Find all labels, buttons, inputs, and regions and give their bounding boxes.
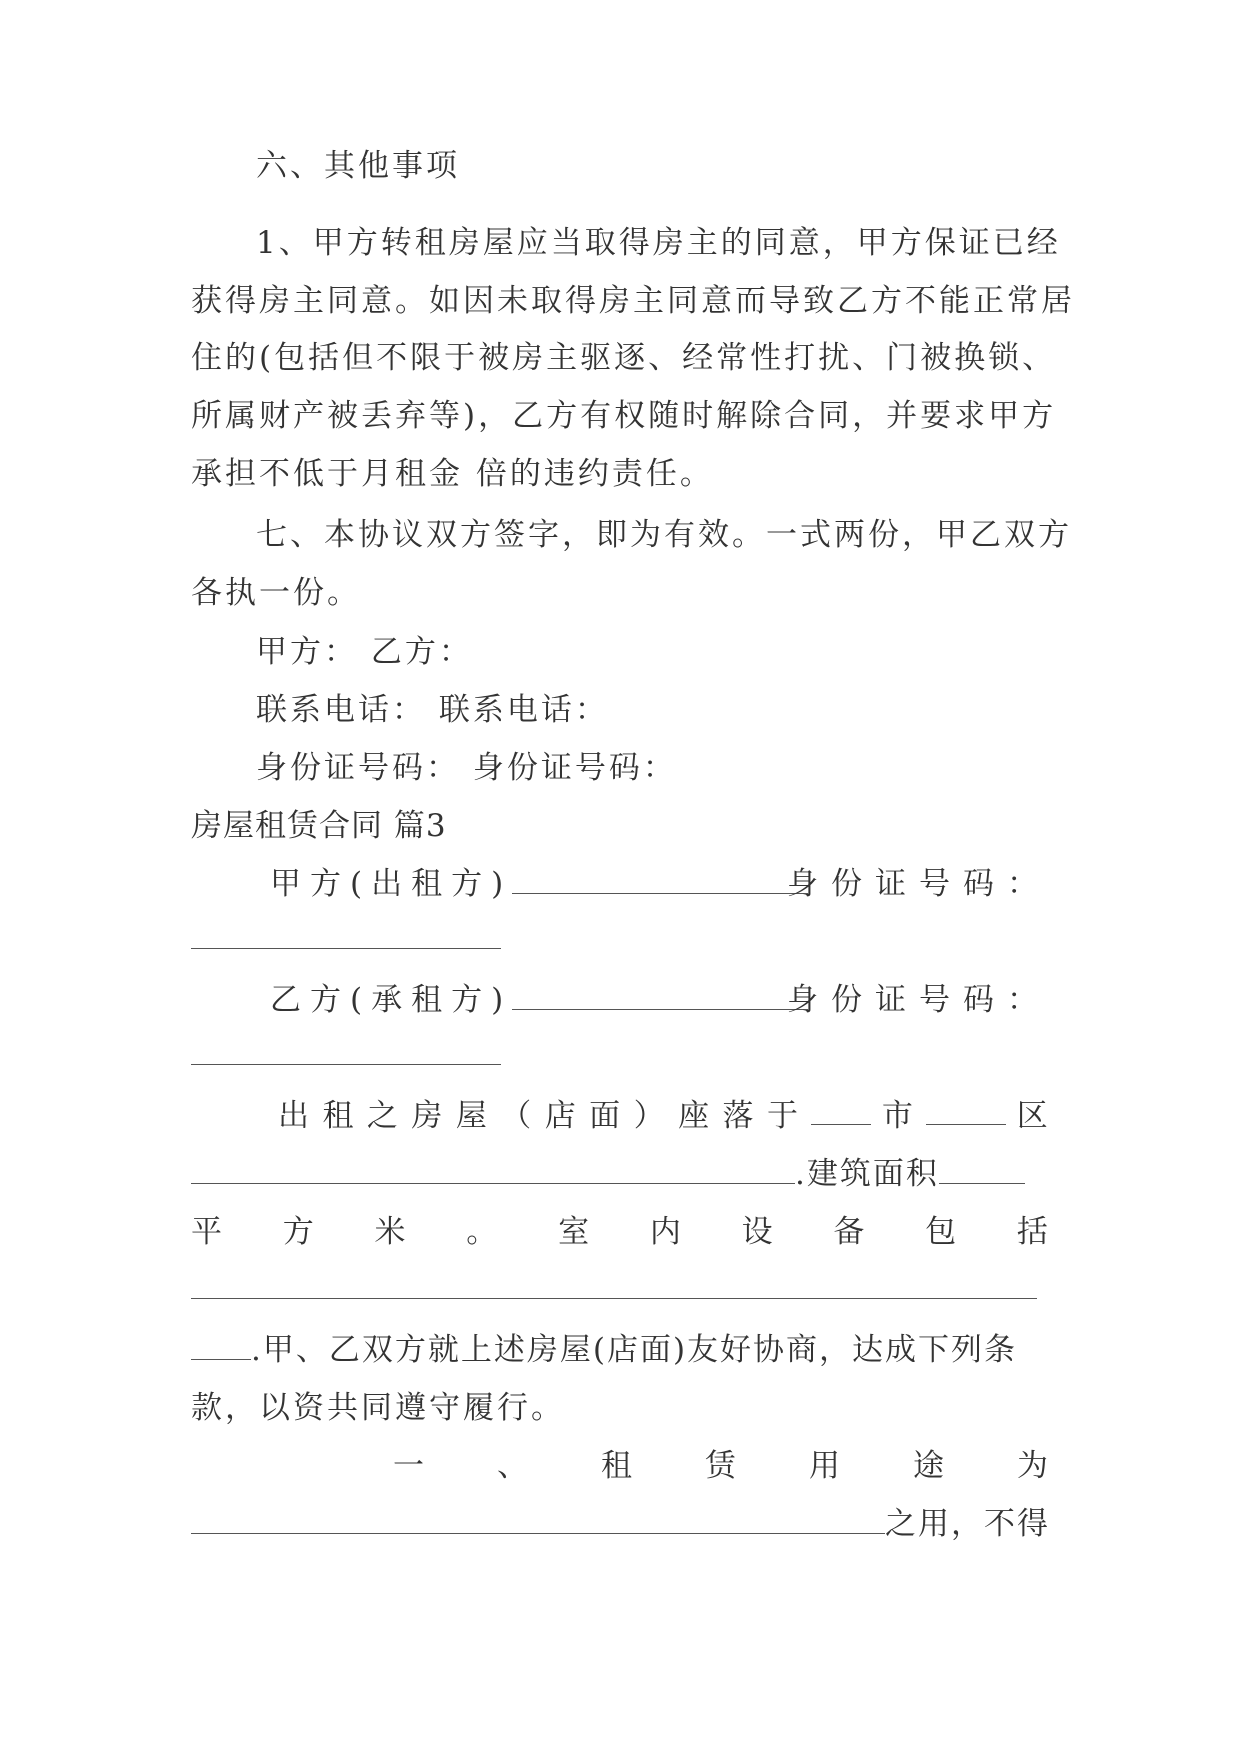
equipment-row — [191, 1212, 1051, 1252]
paragraph-line: 1、甲方转租房屋应当取得房主的同意，甲方保证已经 — [256, 225, 1061, 261]
text-char: 之 — [366, 1098, 401, 1134]
party-b-label: 乙方(承租方) — [270, 982, 513, 1018]
party-a-label: 甲方(出租方) — [270, 866, 513, 902]
text-char: 租 — [601, 1448, 635, 1484]
city-blank — [811, 1096, 871, 1125]
contract-title: 房屋租赁合同 篇3 — [191, 808, 447, 844]
signature-party-line: 甲方： 乙方： — [256, 634, 473, 670]
signature-phone-line: 联系电话： 联系电话： — [256, 692, 609, 728]
signature-id-line: 身份证号码： 身份证号码： — [256, 750, 677, 786]
clause-text: .甲、乙双方就上述房屋(店面)友好协商，达成下列条 — [251, 1332, 1018, 1368]
text-char: 为 — [1017, 1448, 1051, 1484]
text-char: 租 — [322, 1098, 357, 1134]
party-a-blank — [512, 865, 808, 894]
text-char: 设 — [741, 1214, 776, 1250]
party-a-id-label: 身份证号码： — [787, 866, 1051, 902]
party-b-blank — [512, 981, 808, 1010]
text-char: 一 — [393, 1448, 427, 1484]
equipment-blank-end — [191, 1331, 251, 1360]
text-char: 于 — [766, 1098, 801, 1134]
text-char: 途 — [913, 1448, 947, 1484]
text-char: 平 — [191, 1214, 225, 1250]
equipment-blank — [191, 1297, 1037, 1299]
paragraph-line: 获得房主同意。如因未取得房主同意而导致乙方不能正常居 — [191, 283, 1075, 319]
district-blank — [926, 1096, 1006, 1125]
text-char: 备 — [833, 1214, 868, 1250]
paragraph-line: 各执一份。 — [191, 575, 361, 611]
text-char: 座 — [678, 1098, 713, 1134]
text-char: 房 — [411, 1098, 446, 1134]
party-b-id-label: 身份证号码： — [787, 982, 1051, 1018]
text-char: 米 — [374, 1214, 409, 1250]
use-blank-row — [191, 1504, 1051, 1544]
text-char: （ — [500, 1098, 535, 1134]
text-char: 方 — [282, 1214, 317, 1250]
text-char: ） — [633, 1098, 668, 1134]
area-blank — [939, 1155, 1025, 1184]
paragraph-line: 款，以资共同遵守履行。 — [191, 1390, 565, 1426]
text-char: 用 — [809, 1448, 843, 1484]
party-b-row — [270, 980, 1051, 1020]
section-heading: 六、其他事项 — [256, 148, 460, 184]
text-char: 赁 — [705, 1448, 739, 1484]
location-row — [278, 1096, 1051, 1136]
paragraph-line: 七、本协议双方签字，即为有效。一式两份，甲乙双方 — [256, 517, 1072, 553]
text-char: 括 — [1016, 1214, 1051, 1250]
text-char: 内 — [649, 1214, 684, 1250]
text-char: 室 — [558, 1214, 593, 1250]
text-char: 。 — [466, 1214, 501, 1250]
paragraph-line: 所属财产被丢弃等)，乙方有权随时解除合同，并要求甲方 — [191, 398, 1057, 434]
text-char: 包 — [925, 1214, 960, 1250]
text-char: 落 — [722, 1098, 757, 1134]
area-label: .建筑面积 — [795, 1156, 939, 1192]
paragraph-line: 住的(包括但不限于被房主驱逐、经常性打扰、门被换锁、 — [191, 340, 1057, 376]
text-char: 屋 — [455, 1098, 490, 1134]
use-row — [393, 1446, 1051, 1486]
text-char: 面 — [589, 1098, 624, 1134]
city-label: 市 — [881, 1098, 916, 1134]
paragraph-line: 承担不低于月租金 倍的违约责任。 — [191, 456, 714, 492]
clause-row — [191, 1330, 1051, 1370]
text-char: 、 — [497, 1448, 531, 1484]
party-a-id-blank — [191, 947, 501, 949]
party-a-row — [270, 864, 1051, 904]
party-b-id-blank — [191, 1063, 501, 1065]
address-blank — [191, 1155, 795, 1184]
district-label: 区 — [1016, 1098, 1051, 1134]
use-end-text: 之用，不得 — [885, 1506, 1050, 1542]
text-char: 店 — [544, 1098, 579, 1134]
text-char: 出 — [278, 1098, 312, 1134]
address-row — [191, 1154, 1051, 1194]
use-blank — [191, 1505, 885, 1534]
